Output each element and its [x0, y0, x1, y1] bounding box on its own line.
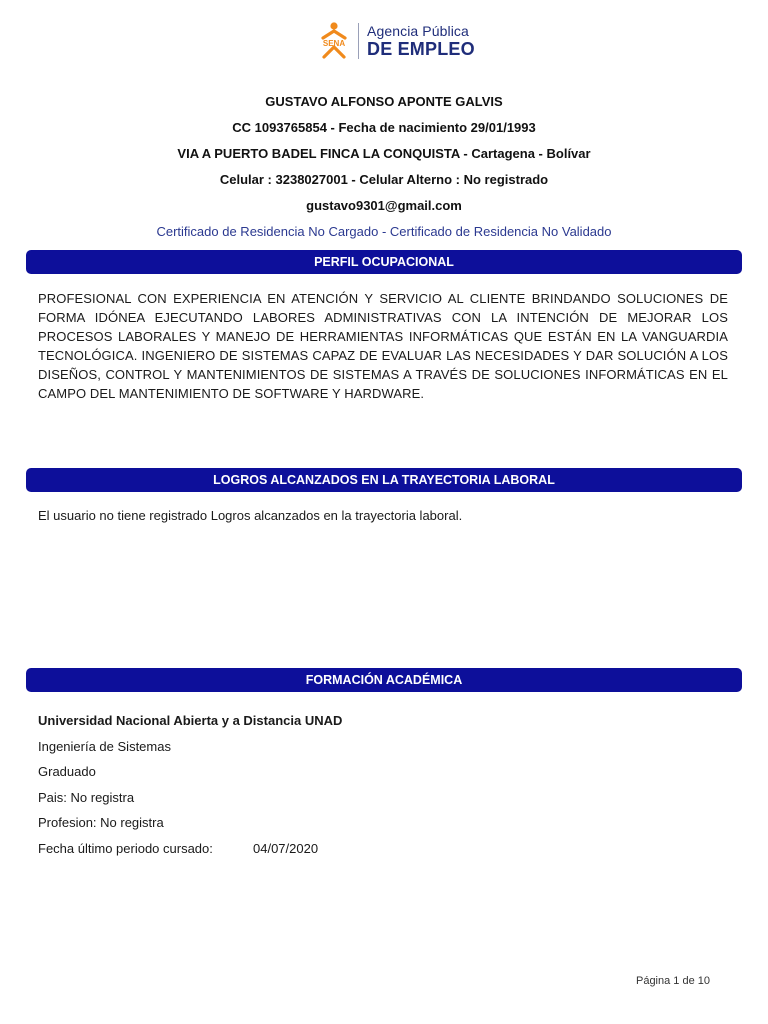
id-birthdate-line: CC 1093765854 - Fecha de nacimiento 29/01/1993 [232, 120, 536, 135]
perfil-text: PROFESIONAL CON EXPERIENCIA EN ATENCIÓN Y SERVICIO AL CLIENTE BRINDANDO SOLUCIONES DE FORMA IDÓNEA EJECUTANDO LABORES ADMINISTRATIVAS CON LA INTENCIÓN DE MEJORAR LOS PROCESOS LABORALES Y MANEJO DE HERRAMIENTAS INFORMÁTICAS QUE ESTÁN EN LA VANGUARDIA TECNOLÓGICA. INGENIERO DE SISTEMAS CAPAZ DE EVALUAR LAS NECESIDADES Y DAR SOLUCIÓN A LOS DISEÑOS, CONTROL Y MANTENIMIENTOS DE SISTEMAS A TRAVÉS DE SOLUCIONES INFORMÁTICAS EN EL CAMPO DEL MANTENIMIENTO DE SOFTWARE Y HARDWARE. [38, 291, 728, 401]
last-period-value: 04/07/2020 [253, 840, 319, 856]
institution-name: Universidad Nacional Abierta y a Distancia UNAD [38, 713, 343, 728]
last-period-label: Fecha último periodo cursado: [38, 840, 213, 856]
email-line: gustavo9301@gmail.com [306, 198, 462, 213]
country-field: Pais: No registra [38, 789, 135, 805]
profession-field: Profesion: No registra [38, 815, 164, 831]
graduation-status: Graduado [38, 764, 96, 780]
personal-info [0, 90, 768, 246]
last-period-row [38, 838, 728, 864]
agency-logo [316, 20, 475, 62]
section-title-perfil: PERFIL OCUPACIONAL [26, 250, 742, 274]
page-number: Página 1 de 10 [635, 975, 710, 987]
residence-certificate-status: Certificado de Residencia No Cargado - Certificado de Residencia No Validado [156, 224, 612, 239]
sena-logo-icon [316, 21, 352, 61]
section-title-logros: LOGROS ALCANZADOS EN LA TRAYECTORIA LABORAL [26, 468, 742, 492]
address-line: VIA A PUERTO BADEL FINCA LA CONQUISTA - Cartagena - Bolívar [177, 146, 591, 161]
education-entry [38, 710, 728, 864]
svg-text:SENA: SENA [322, 39, 346, 48]
logo-line-2: DE EMPLEO [367, 39, 475, 59]
phone-line: Celular : 3238027001 - Celular Alterno : No registrado [219, 172, 549, 187]
logo-line-1: Agencia Pública [367, 23, 469, 39]
person-name: GUSTAVO ALFONSO APONTE GALVIS [265, 94, 503, 109]
logros-text: El usuario no tiene registrado Logros alcanzados en la trayectoria laboral. [38, 508, 463, 523]
logo-divider [358, 23, 359, 59]
section-title-formacion: FORMACIÓN ACADÉMICA [26, 668, 742, 692]
program-name: Ingeniería de Sistemas [38, 738, 171, 754]
